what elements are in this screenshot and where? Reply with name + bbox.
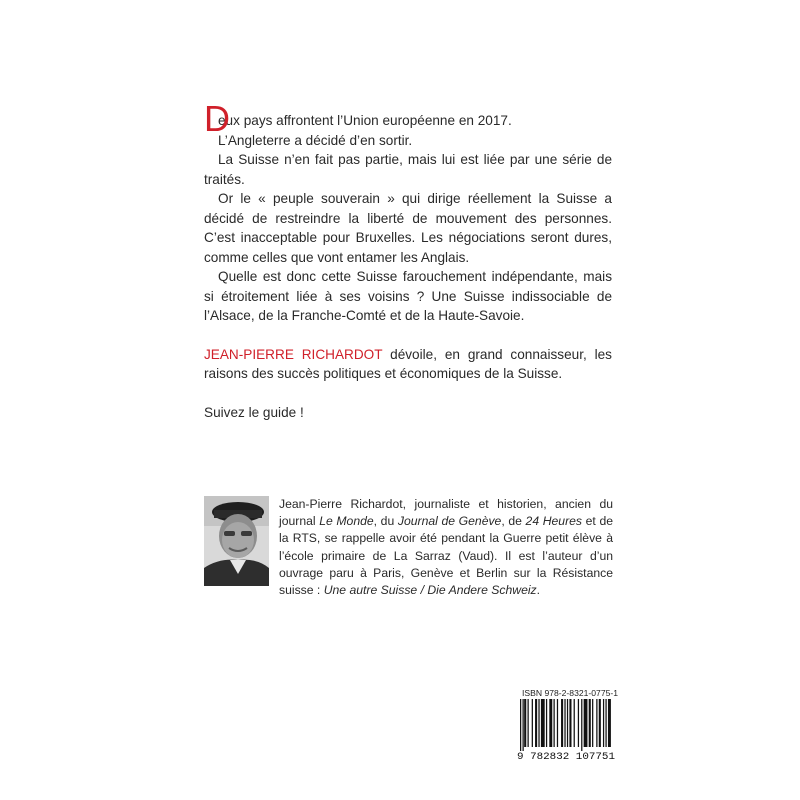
bio-text: .: [536, 583, 541, 598]
barcode-bar: [546, 699, 547, 747]
blurb-paragraph-3: La Suisse n’en fait pas partie, mais lui est liée par une série de traités.: [204, 152, 612, 187]
barcode-bar: [554, 699, 555, 747]
author-bio: [279, 496, 613, 599]
bio-italic: Une autre Suisse / Die Andere Schweiz: [323, 583, 537, 598]
barcode-bar: [567, 699, 568, 747]
barcode-bar: [581, 699, 582, 751]
barcode-bar: [538, 699, 539, 747]
blurb-paragraph-4: Or le « peuple souverain » qui dirige réellement la Suisse a décidé de restreindre la liberté de mouvement des personnes. C’est inacceptable pour Bruxelles. Les négociations seront dures, comme celles que vont entamer les Anglais.: [204, 191, 612, 265]
barcode-bar: [603, 699, 604, 747]
bio-text: et de la RTS, se rappelle avoir été pendant la Guerre petit élève à l’école primaire de La Sarraz (Vaud). Il est l’auteur d’un ouvrage paru à Paris, Genève et Berlin sur la Résistance suisse :: [279, 514, 614, 598]
barcode-bar: [557, 699, 558, 747]
barcode-bar: [574, 699, 575, 747]
barcode-bar: [569, 699, 571, 747]
barcode: [516, 699, 616, 761]
barcode-bar: [523, 699, 524, 751]
bio-italic: Le Monde: [319, 514, 374, 529]
isbn-label: ISBN 978-2-8321-0775-1: [522, 688, 619, 698]
barcode-bar: [520, 699, 521, 751]
barcode-bar: [599, 699, 601, 747]
author-photo: [204, 496, 269, 586]
author-name: JEAN-PIERRE RICHARDOT: [204, 346, 383, 362]
blurb-paragraph-5: Quelle est donc cette Suisse farouchement indépendante, mais si étroitement liée à ses voisins ? Une Suisse indissociable de l’Alsace, de la Franche-Comté et de la Haute-Savoie.: [204, 269, 612, 323]
closing-line: Suivez le guide !: [204, 404, 304, 420]
barcode-bar: [564, 699, 565, 747]
barcode-bar: [541, 699, 545, 747]
barcode-bar: [535, 699, 537, 747]
bio-text: , du: [373, 514, 398, 529]
blurb-paragraph-1: [204, 98, 612, 139]
barcode-bar: [524, 699, 526, 747]
barcode-bar: [561, 699, 563, 747]
barcode-bar: [584, 699, 588, 747]
barcode-bar: [528, 699, 529, 747]
bio-italic: Journal de Genève: [397, 514, 502, 529]
author-text: dévoile, en grand connaisseur, les raisons des succès politiques et économiques de la Suisse.: [204, 346, 612, 381]
back-cover-blurb: [204, 98, 612, 422]
bio-italic: 24 Heures: [525, 514, 583, 529]
barcode-digits: 9 782832 107751: [517, 752, 615, 761]
barcode-bar: [578, 699, 579, 747]
bio-text: Jean-Pierre Richardot, journaliste et historien, ancien du journal: [279, 497, 613, 529]
barcode-bar: [596, 699, 597, 747]
barcode-bar: [605, 699, 606, 747]
barcode-bar: [549, 699, 552, 747]
drop-cap: D: [204, 98, 230, 139]
author-paragraph: [204, 345, 612, 384]
barcode-bar: [589, 699, 591, 747]
barcode-bar: [608, 699, 611, 747]
barcode-bar: [592, 699, 593, 747]
isbn-barcode-block: [516, 688, 619, 761]
blurb-paragraph-2: L’Angleterre a décidé d’en sortir.: [218, 132, 413, 148]
barcode-bar: [532, 699, 533, 747]
blurb-text: eux pays affrontent l’Union européenne en 2017.: [218, 113, 512, 128]
bio-text: , de: [501, 514, 526, 529]
